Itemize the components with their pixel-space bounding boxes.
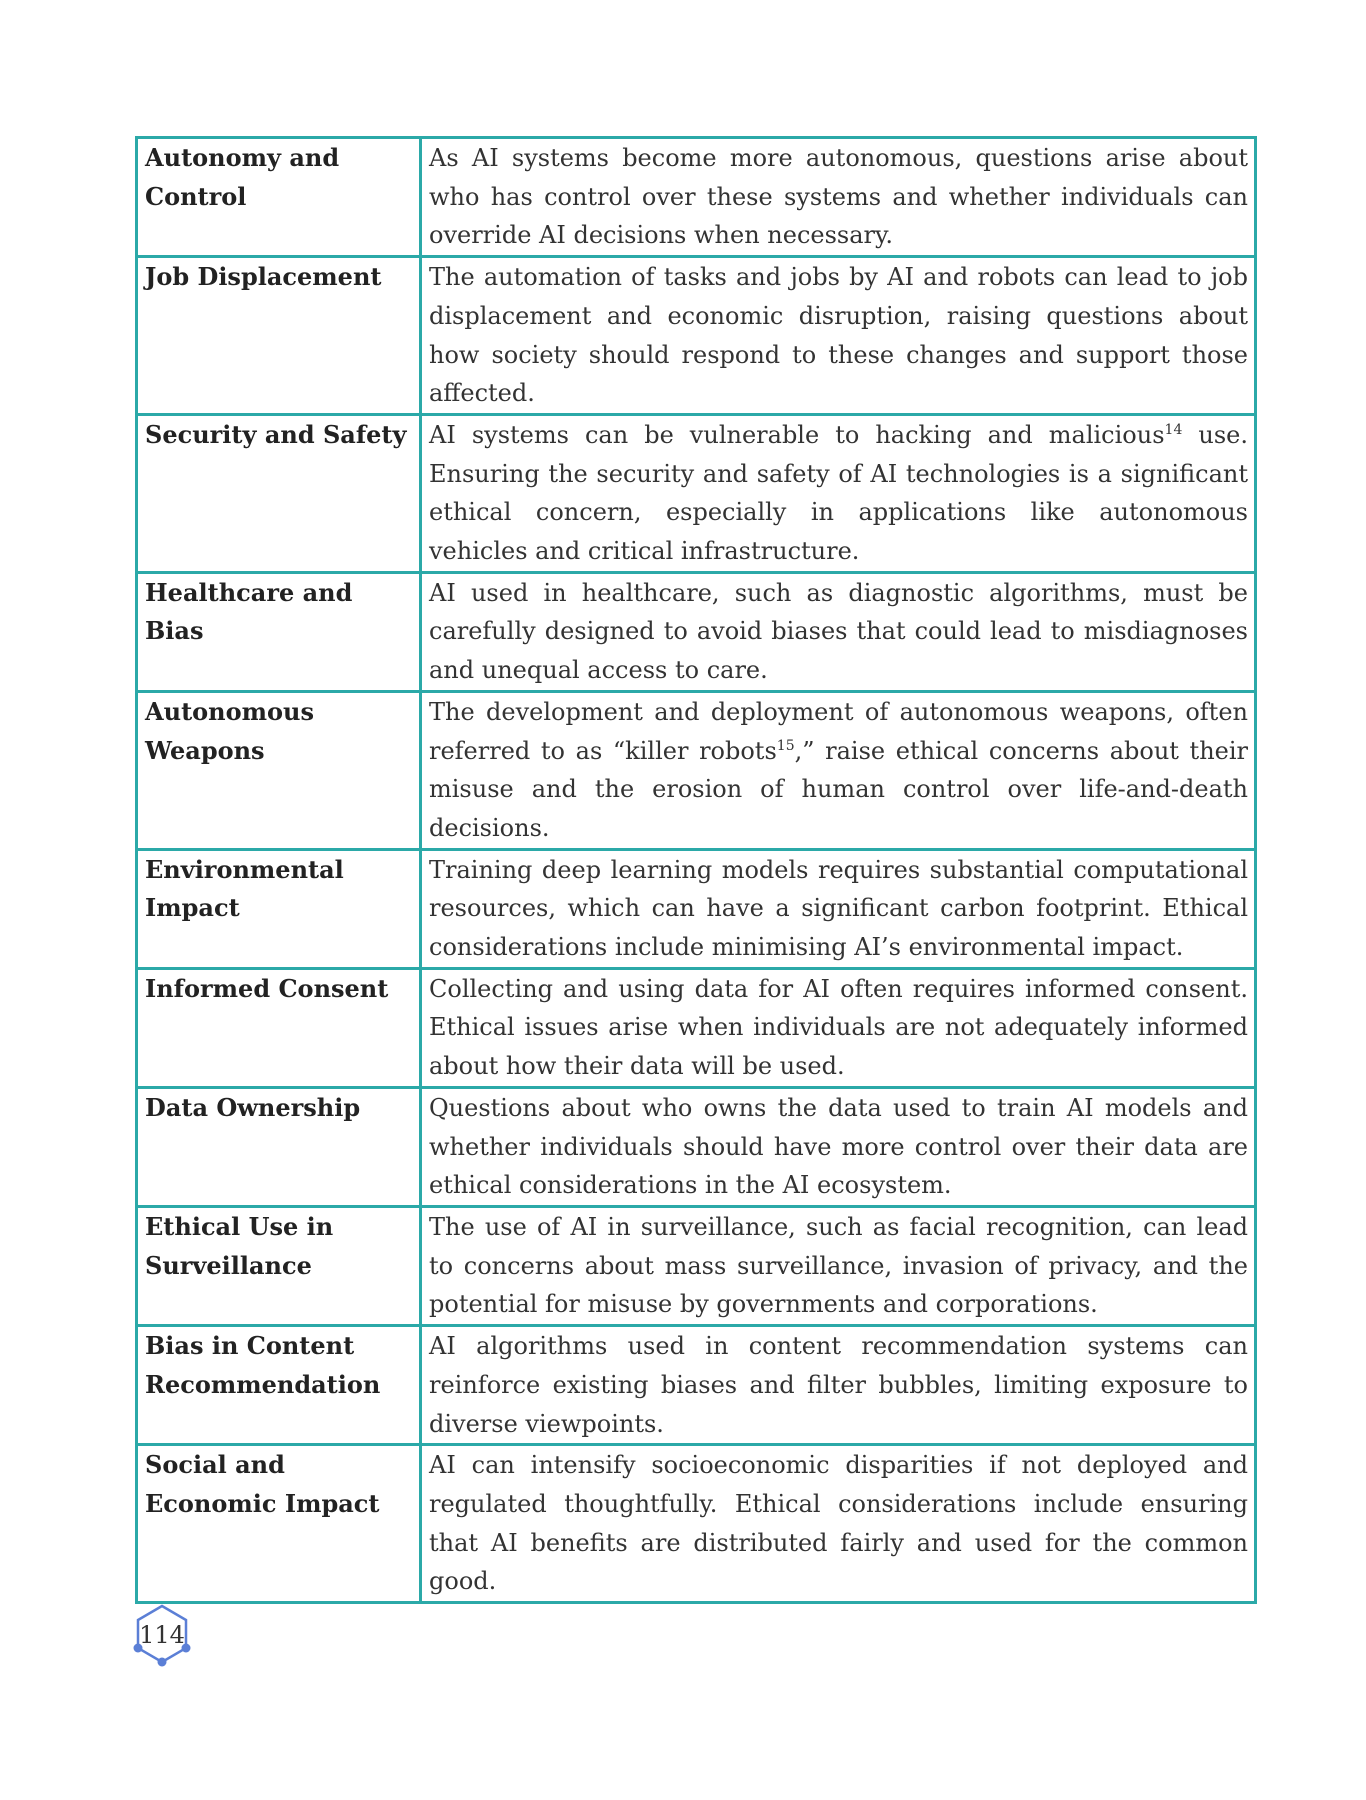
term-cell: Healthcare and Bias <box>137 572 421 691</box>
term-cell: Security and Safety <box>137 414 421 572</box>
term-cell: Autonomy and Control <box>137 138 421 257</box>
description-cell: AI can intensify socioeconomic disparities if not deployed and regulated thoughtfully. Ethical considerations include ensuring that AI benefits are distributed fairly and used for the common good. <box>421 1445 1256 1603</box>
term-cell: Ethical Use in Surveillance <box>137 1206 421 1325</box>
description-text: The development and deployment of autonomous weapons, often referred to as “killer robots <box>429 697 1248 765</box>
table-row <box>137 138 1256 257</box>
table-row <box>137 1206 1256 1325</box>
description-text: ,” raise ethical concerns about their misuse and the erosion of human control over life-and-death decisions. <box>429 736 1249 842</box>
ethics-table <box>135 136 1257 1604</box>
description-cell: The automation of tasks and jobs by AI and robots can lead to job displacement and economic disruption, raising questions about how society should respond to these changes and support those affected. <box>421 257 1256 415</box>
term-cell: Environmental Impact <box>137 849 421 968</box>
description-cell: The use of AI in surveillance, such as facial recognition, can lead to concerns about mass surveillance, invasion of privacy, and the potential for misuse by governments and corporations. <box>421 1206 1256 1325</box>
description-text: AI systems can be vulnerable to hacking and malicious <box>429 420 1165 449</box>
term-cell: Bias in Content Recommendation <box>137 1326 421 1445</box>
table-row <box>137 1087 1256 1206</box>
table-row <box>137 691 1256 849</box>
description-cell: As AI systems become more autonomous, questions arise about who has control over these systems and whether individuals can override AI decisions when necessary. <box>421 138 1256 257</box>
table-row <box>137 1326 1256 1445</box>
description-cell: Questions about who owns the data used to train AI models and whether individuals should have more control over their data are ethical considerations in the AI ecosystem. <box>421 1087 1256 1206</box>
description-text: use. Ensuring the security and safety of AI technologies is a significant ethical concern, especially in applications like autonomous vehicles and critical infrastructure. <box>429 420 1248 566</box>
page-number-badge <box>132 1603 192 1669</box>
description-cell <box>421 691 1256 849</box>
description-cell: Training deep learning models requires substantial computational resources, which can have a significant carbon footprint. Ethical considerations include minimising AI’s environmental impact. <box>421 849 1256 968</box>
table-row <box>137 849 1256 968</box>
term-cell: Job Displacement <box>137 257 421 415</box>
term-cell: Social and Economic Impact <box>137 1445 421 1603</box>
term-cell: Autonomous Weapons <box>137 691 421 849</box>
description-cell: Collecting and using data for AI often requires informed consent. Ethical issues arise when individuals are not adequately informed about how their data will be used. <box>421 968 1256 1087</box>
page-number: 114 <box>139 1621 185 1649</box>
table-row <box>137 572 1256 691</box>
term-cell: Data Ownership <box>137 1087 421 1206</box>
table-row <box>137 968 1256 1087</box>
table-row <box>137 1445 1256 1603</box>
footnote-marker: 15 <box>776 737 795 754</box>
description-cell <box>421 414 1256 572</box>
description-cell: AI used in healthcare, such as diagnostic algorithms, must be carefully designed to avoid biases that could lead to misdiagnoses and unequal access to care. <box>421 572 1256 691</box>
description-cell: AI algorithms used in content recommendation systems can reinforce existing biases and filter bubbles, limiting exposure to diverse viewpoints. <box>421 1326 1256 1445</box>
term-cell: Informed Consent <box>137 968 421 1087</box>
footnote-marker: 14 <box>1164 421 1183 438</box>
ethics-table-container <box>135 136 1257 1604</box>
table-row <box>137 414 1256 572</box>
table-row <box>137 257 1256 415</box>
